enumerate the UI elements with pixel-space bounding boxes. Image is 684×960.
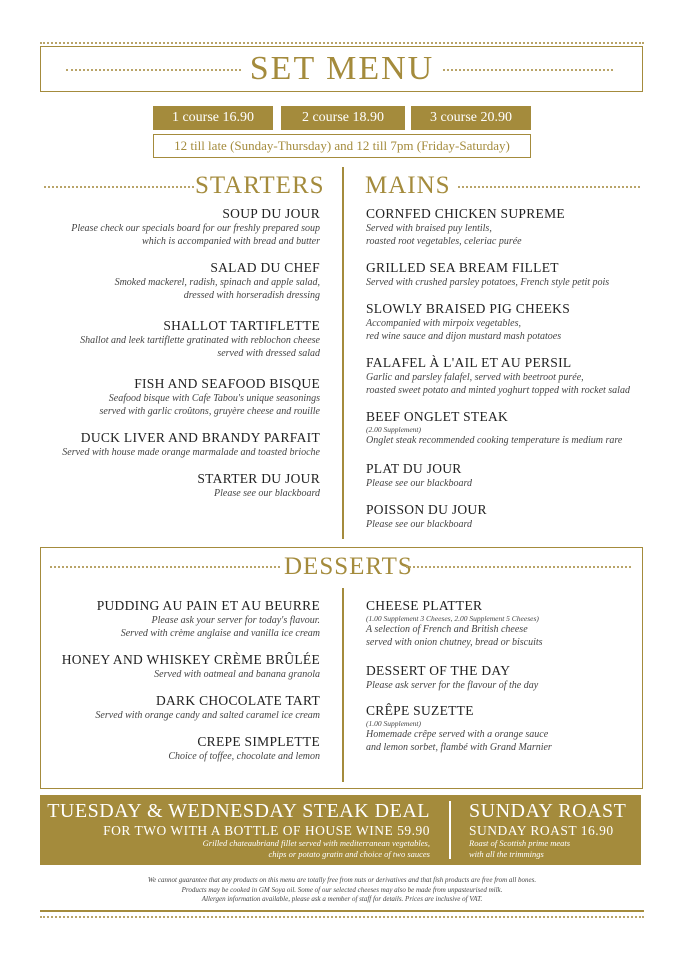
main-desc: roasted sweet potato and minted yoghurt topped with rocket salad <box>366 385 630 396</box>
main-desc: Please see our blackboard <box>366 519 472 530</box>
desserts-heading: DESSERTS <box>284 553 413 580</box>
dessert-name: PUDDING AU PAIN ET AU BEURRE <box>96 598 320 613</box>
dessert-item <box>366 703 552 754</box>
dessert-desc: Served with orange candy and salted caramel ice cream <box>95 710 320 721</box>
dessert-item <box>97 598 320 640</box>
starters-heading: STARTERS <box>195 172 325 199</box>
starter-desc: Please see our blackboard <box>214 488 320 499</box>
dessert-name: CHEESE PLATTER <box>366 598 483 613</box>
starter-desc: served with dressed salad <box>217 348 320 359</box>
dessert-item <box>168 734 320 763</box>
main-name: CORNFED CHICKEN SUPREME <box>366 206 565 221</box>
desserts-dots-left <box>50 566 280 568</box>
dessert-desc: served with onion chutney, bread or biscuits <box>366 637 543 648</box>
main-item <box>366 355 630 397</box>
main-item <box>366 301 570 343</box>
dessert-supplement: (1.00 Supplement) <box>366 719 421 728</box>
dessert-name: DARK CHOCOLATE TART <box>155 693 320 708</box>
starter-desc: Seafood bisque with Cafe Tabou's unique seasonings <box>108 393 320 404</box>
main-name: SLOWLY BRAISED PIG CHEEKS <box>366 301 571 316</box>
top-dotted-rule <box>40 42 644 44</box>
sunday-roast-desc: Roast of Scottish prime meats <box>469 838 571 848</box>
steak-deal-title: TUESDAY & WEDNESDAY STEAK DEAL <box>47 800 430 822</box>
dessert-item <box>366 663 538 692</box>
main-desc: red wine sauce and dijon mustard mash potatoes <box>366 331 562 342</box>
dessert-desc: Please ask your server for today's flavour. <box>151 615 320 626</box>
starter-item <box>197 471 320 500</box>
dessert-desc: Please ask server for the flavour of the day <box>366 680 539 691</box>
desserts-dots-right <box>406 566 631 568</box>
sunday-roast-subtitle: SUNDAY ROAST 16.90 <box>469 823 614 838</box>
mains-heading: MAINS <box>365 172 451 199</box>
steak-deal <box>47 799 430 860</box>
main-desc: Accompanied with mirpoix vegetables, <box>366 318 521 329</box>
starter-desc: Smoked mackerel, radish, spinach and apple salad, <box>114 277 320 288</box>
starter-item <box>80 318 320 360</box>
starter-name: SOUP DU JOUR <box>222 206 320 221</box>
main-desc: Onglet steak recommended cooking temperature is medium rare <box>366 435 623 446</box>
main-name: POISSON DU JOUR <box>366 502 487 517</box>
desserts-divider <box>342 588 344 782</box>
dessert-name: CREPE SIMPLETTE <box>197 734 320 749</box>
mains-dots <box>458 186 640 188</box>
dessert-name: HONEY AND WHISKEY CRÈME BRÛLÉE <box>61 652 320 667</box>
starter-name: STARTER DU JOUR <box>197 471 320 486</box>
dessert-desc: Served with crème anglaise and vanilla ice cream <box>120 628 320 639</box>
sunday-roast-desc: with all the trimmings <box>469 849 544 859</box>
title-dots-left <box>66 69 241 71</box>
main-desc: Served with braised puy lentils, <box>366 223 492 234</box>
main-supplement: (2.00 Supplement) <box>366 425 421 434</box>
starter-name: SALAD DU CHEF <box>210 260 320 275</box>
dessert-desc: Served with oatmeal and banana granola <box>154 669 320 680</box>
main-desc: Garlic and parsley falafel, served with beetroot purée, <box>366 372 584 383</box>
starter-desc: Please check our specials board for our freshly prepared soup <box>71 223 320 234</box>
starters-dots <box>44 186 194 188</box>
starter-desc: which is accompanied with bread and butter <box>142 236 320 247</box>
main-item <box>366 409 622 447</box>
dessert-item <box>95 693 320 722</box>
price-3-course: 3 course 20.90 <box>411 106 531 130</box>
price-2-course: 2 course 18.90 <box>281 106 405 130</box>
dessert-name: DESSERT OF THE DAY <box>366 663 511 678</box>
footer-disclaimer <box>40 876 644 905</box>
main-name: GRILLED SEA BREAM FILLET <box>366 260 559 275</box>
bottom-rule <box>40 910 644 912</box>
main-name: PLAT DU JOUR <box>366 461 462 476</box>
price-1-course: 1 course 16.90 <box>153 106 273 130</box>
title-dots-right <box>443 69 613 71</box>
dessert-name: CRÊPE SUZETTE <box>366 703 474 718</box>
steak-deal-desc: chips or potato gratin and choice of two sauces <box>268 849 430 859</box>
dessert-desc: Choice of toffee, chocolate and lemon <box>168 751 320 762</box>
deals-divider <box>449 801 451 859</box>
dessert-supplement: (1.00 Supplement 3 Cheeses, 2.00 Supplement 5 Cheeses) <box>366 614 539 623</box>
main-desc: Served with crushed parsley potatoes, French style petit pois <box>366 277 610 288</box>
starter-desc: Served with house made orange marmalade and toasted brioche <box>62 447 320 458</box>
sunday-roast-title: SUNDAY ROAST <box>469 800 627 822</box>
starter-name: SHALLOT TARTIFLETTE <box>163 318 320 333</box>
main-name: BEEF ONGLET STEAK <box>366 409 509 424</box>
footer-line: Allergen information available, please ask a member of staff for details. Prices are inclusive of VAT. <box>201 895 483 903</box>
dessert-item <box>366 598 543 649</box>
steak-deal-desc: Grilled chateaubriand fillet served with mediterranean vegetables, <box>202 838 430 848</box>
dessert-item <box>62 652 320 681</box>
main-item <box>366 502 487 531</box>
starter-desc: Shallot and leek tartiflette gratinated with reblochon cheese <box>80 335 320 346</box>
starter-name: DUCK LIVER AND BRANDY PARFAIT <box>80 430 320 445</box>
dessert-desc: Homemade crêpe served with a orange sauce <box>366 729 549 740</box>
column-divider <box>342 167 344 539</box>
sunday-roast <box>469 799 626 860</box>
main-item <box>366 461 472 490</box>
starter-desc: served with garlic croûtons, gruyère cheese and rouille <box>99 406 320 417</box>
starter-desc: dressed with horseradish dressing <box>183 290 320 301</box>
bottom-dotted-rule <box>40 916 644 918</box>
main-desc: Please see our blackboard <box>366 478 472 489</box>
starter-item <box>71 206 320 248</box>
main-item <box>366 260 609 289</box>
footer-line: We cannot guarantee that any products on this menu are totally free from nuts or derivatives and that fish products are free from all bones. <box>147 876 537 884</box>
starter-item <box>115 260 320 302</box>
starter-item <box>99 376 320 418</box>
dessert-desc: and lemon sorbet, flambé with Grand Marnier <box>366 742 552 753</box>
steak-deal-subtitle: FOR TWO WITH A BOTTLE OF HOUSE WINE 59.90 <box>103 823 430 838</box>
starter-item <box>62 430 320 459</box>
main-item <box>366 206 565 248</box>
dessert-desc: A selection of French and British cheese <box>366 624 528 635</box>
starter-name: FISH AND SEAFOOD BISQUE <box>134 376 320 391</box>
page-title: SET MENU <box>249 50 435 87</box>
main-name: FALAFEL À L'AIL ET AU PERSIL <box>366 355 572 370</box>
opening-hours: 12 till late (Sunday-Thursday) and 12 till 7pm (Friday-Saturday) <box>153 134 531 158</box>
footer-line: Products may be cooked in GM Soya oil. Some of our selected cheeses may also be made from unpasteurised milk. <box>181 885 503 894</box>
main-desc: roasted root vegetables, celeriac purée <box>366 236 522 247</box>
